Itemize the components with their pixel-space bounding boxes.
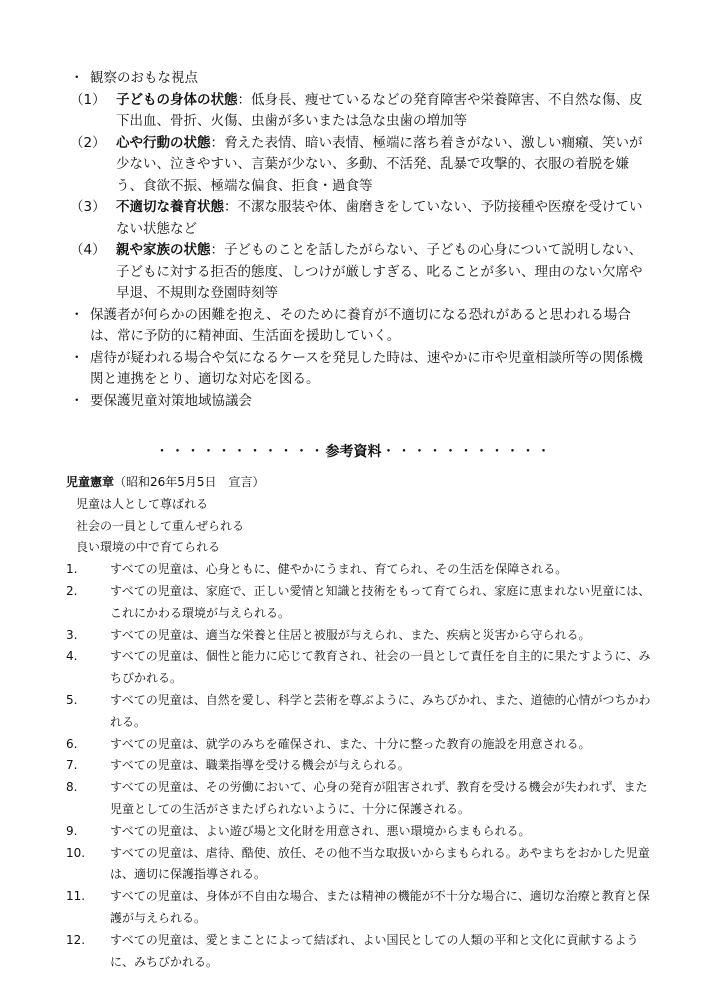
bullet-mark: ・ [70,306,84,323]
item-title: 不適切な養育状態 [116,199,224,215]
charter-date: （昭和26年5月5日 宣言） [114,475,265,489]
separator-dots-right: ・・・・・・・・・・・ [381,444,552,460]
article-text: すべての児童は、心身ともに、健やかにうまれ、育てられ、その生活を保障される。 [110,562,568,577]
item-number: （3） [70,199,106,215]
item-title: 心や行動の状態 [116,134,211,151]
article-text: すべての児童は、就学のみちを確保され、また、十分に整った教育の施設を用意される。 [110,736,591,751]
charter-article [66,559,652,581]
article-text: すべての児童は、その労働において、心身の発育が阻害されず、教育を受ける機会が失われず、また児童としての生活がさまたげられないように、十分に保護される。 [110,780,648,816]
article-number: 2. [66,583,78,598]
article-number: 12. [66,932,86,947]
charter-heading [66,475,265,489]
charter-article [66,821,652,843]
observation-heading [66,68,646,90]
bullet-text: 虐待が疑われる場合や気になるケースを発見した時は、速やかに市や児童相談所等の関係機関と連携をとり、適切な対応を図る。 [90,349,643,387]
charter-article [66,930,652,974]
article-number: 11. [66,889,86,904]
observation-item-mind [66,133,646,198]
charter-article [66,734,652,756]
article-text: すべての児童は、自然を愛し、科学と芸術を尊ぶように、みちびかれ、また、道徳的心情がつちかわれる。 [110,692,651,729]
item-text: ：不潔な服装や体、歯磨きをしていない、予防接種や医療を受けていない状態など [116,199,643,237]
charter-article [66,690,652,734]
bullet-mark: ・ [70,392,84,409]
item-number: （4） [70,242,106,258]
bullet-text: 要保護児童対策地域協議会 [90,392,252,409]
article-number: 8. [66,780,78,795]
article-text: すべての児童は、よい遊び場と文化財を用意され、悪い環境からまもられる。 [110,823,531,838]
charter-article [66,581,652,625]
article-text: すべての児童は、適当な栄養と住居と被服が与えられ、また、疾病と災害から守られる。 [110,627,591,642]
article-number: 10. [66,845,86,860]
charter-preamble-line: 児童は人として尊ばれる [76,496,209,511]
item-number: （2） [70,134,106,151]
observation-item-family [66,240,646,305]
charter-article [66,755,652,777]
observation-section [66,68,646,412]
article-text: すべての児童は、職業指導を受ける機会が与えられる。 [110,758,410,773]
observation-heading-text: 観察のおもな視点 [90,70,198,86]
charter-article [66,843,652,887]
charter-preamble-line: 良い環境の中で育てられる [76,540,221,555]
article-number: 7. [66,758,78,773]
article-number: 3. [66,627,78,642]
reference-title: 参考資料 [325,444,382,460]
article-text: すべての児童は、家庭で、正しい愛情と知識と技術をもって育てられ、家庭に恵まれない児童には、これにかわる環境が与えられる。 [110,583,651,620]
article-text: すべての児童は、愛とまことによって結ばれ、よい国民としての人類の平和と文化に貢献するように、みちびかれる。 [110,932,639,969]
article-text: すべての児童は、個性と能力に応じて教育され、社会の一員として責任を自主的に果たすように、みちびかれる。 [110,649,651,686]
charter-title: 児童憲章 [66,475,115,489]
observation-item-care [66,197,646,240]
charter-article [66,646,652,690]
article-text: すべての児童は、虐待、酷使、放任、その他不当な取扱いからまもられる。あやまちをおかした児童は、適切に保護指導される。 [110,845,650,882]
article-text: すべての児童は、身体が不自由な場合、または精神の機能が不十分な場合に、適切な治療と教育と保護が与えられる。 [110,889,650,925]
charter-preamble-line: 社会の一員として重んぜられる [76,518,245,533]
item-title: 子どもの身体の状態 [116,91,238,108]
bullet-support [66,305,646,348]
bullet-text: 保護者が何らかの困難を抱え、そのために養育が不適切になる恐れがあると思われる場合は、常に予防的に精神面、生活面を援助していく。 [90,306,631,344]
separator-dots-left: ・・・・・・・・・・・ [155,444,326,460]
observation-item-body [66,90,646,133]
article-number: 6. [66,736,78,751]
item-text: ：子どものことを話したがらない、子どもの心身について説明しない、子どもに対する拒否的態度、しつけが厳しすぎる、叱ることが多い、理由のない欠席や早退、不規則な登園時刻等 [116,242,643,301]
item-title: 親や家族の状態 [116,242,211,258]
bullet-mark: ・ [70,70,84,86]
article-number: 9. [66,823,78,838]
charter-article [66,777,652,821]
article-number: 4. [66,649,78,664]
article-number: 5. [66,692,78,707]
charter-article [66,625,652,647]
item-number: （1） [70,91,106,108]
bullet-mark: ・ [70,349,84,366]
charter-article [66,886,652,930]
childrens-charter [66,472,652,973]
article-number: 1. [66,562,78,577]
item-text: ：脅えた表情、暗い表情、極端に落ち着きがない、激しい癇癪、笑いが少ない、泣きやすい、言葉が少ない、多動、不活発、乱暴で攻撃的、衣服の着脱を嫌う、食欲不振、極端な偏食、拒食・過食等 [116,134,643,194]
item-text: ：低身長、痩せているなどの発育障害や栄養障害、不自然な傷、皮下出血、骨折、火傷、虫歯が多いまたは急な虫歯の増加等 [116,91,643,129]
reference-separator [0,441,707,461]
bullet-council [66,391,646,413]
bullet-abuse [66,348,646,391]
